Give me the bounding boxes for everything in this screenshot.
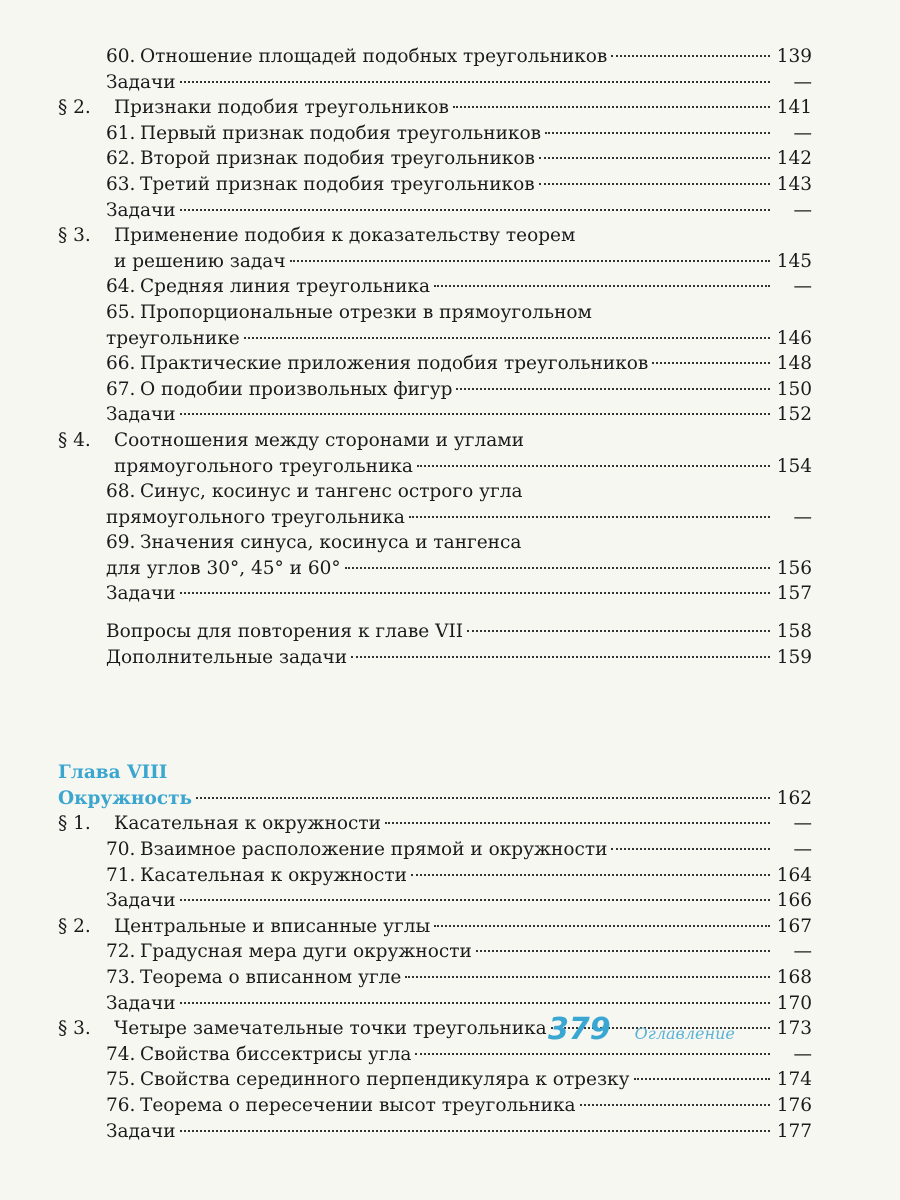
toc-entry-section xyxy=(58,95,812,121)
leader-dots xyxy=(434,285,770,287)
toc-entry-item xyxy=(58,530,812,556)
entry-title: Теорема о пересечении высот треугольника xyxy=(140,1094,576,1116)
page-number: 168 xyxy=(776,967,812,988)
toc-entry-item-cont xyxy=(58,505,812,531)
page-number: 159 xyxy=(776,646,812,668)
toc-entry-item xyxy=(58,377,812,403)
leader-dots xyxy=(180,413,770,415)
page-number: 143 xyxy=(776,173,812,195)
page-number: 150 xyxy=(776,378,812,400)
toc-entry-item-cont xyxy=(58,326,812,352)
entry-title-cont: для углов 30°, 45° и 60° xyxy=(106,557,341,579)
entry-title: Отношение площадей подобных треугольников xyxy=(140,46,608,67)
section-number: § 1. xyxy=(58,813,91,835)
toc-entry-item xyxy=(58,479,812,505)
toc-entry-section xyxy=(58,428,812,454)
entry-title: Средняя линия треугольника xyxy=(140,276,431,298)
spacer xyxy=(58,607,812,619)
entry-title: Задачи xyxy=(106,992,176,1014)
page-number: 154 xyxy=(776,455,812,477)
leader-dots xyxy=(611,848,770,850)
toc-entry-task xyxy=(58,619,812,645)
leader-dots xyxy=(180,899,770,901)
toc-entry-task xyxy=(58,888,812,914)
entry-title-cont: треугольнике xyxy=(106,327,240,349)
page-number: 158 xyxy=(776,621,812,643)
footer-page-number: 379 xyxy=(548,1012,611,1047)
toc-entry-item-cont xyxy=(58,556,812,582)
entry-number: 69. xyxy=(106,532,136,554)
leader-dots xyxy=(409,516,770,518)
page-number: 177 xyxy=(776,1120,812,1142)
entry-number: 74. xyxy=(106,1043,136,1065)
page-number: 148 xyxy=(776,353,812,375)
leader-dots xyxy=(244,337,770,339)
toc-entry-item xyxy=(58,1093,812,1119)
toc-review xyxy=(58,619,812,670)
toc-entry-section-cont xyxy=(58,454,812,480)
entry-number: 65. xyxy=(106,301,136,323)
page-number: 167 xyxy=(776,915,812,937)
entry-title: Задачи xyxy=(106,890,176,912)
toc-entry-section xyxy=(58,811,812,837)
toc-entry-item xyxy=(58,121,812,147)
leader-dots xyxy=(180,81,770,83)
leader-dots xyxy=(545,132,770,134)
entry-number: 60. xyxy=(106,46,136,67)
page-number: 157 xyxy=(776,583,812,605)
footer-label: Оглавление xyxy=(634,1024,735,1043)
entry-title: Градусная мера дуги окружности xyxy=(140,941,472,963)
entry-number: 72. xyxy=(106,941,136,963)
section-title-cont: прямоугольного треугольника xyxy=(114,455,413,477)
leader-dots xyxy=(634,1078,770,1080)
toc-entry-task xyxy=(58,70,812,96)
page-number: 176 xyxy=(776,1094,812,1116)
entry-title: Задачи xyxy=(106,404,176,426)
leader-dots xyxy=(539,183,770,185)
leader-dots xyxy=(180,209,770,211)
entry-number: 66. xyxy=(106,353,136,375)
toc-entry-task xyxy=(58,1119,812,1145)
entry-title: Пропорциональные отрезки в прямоугольном xyxy=(140,301,592,323)
entry-number: 76. xyxy=(106,1094,136,1116)
toc-entry-item xyxy=(58,274,812,300)
section-title: Применение подобия к доказательству теорем xyxy=(114,225,576,247)
chapter-label: Глава VIII xyxy=(58,762,168,784)
entry-title: Задачи xyxy=(106,583,176,605)
entry-number: 70. xyxy=(106,839,136,861)
leader-dots xyxy=(580,1104,770,1106)
entry-title: Синус, косинус и тангенс острого угла xyxy=(140,481,523,503)
entry-number: 62. xyxy=(106,148,136,170)
page-number: 173 xyxy=(776,1018,812,1040)
page-number: 156 xyxy=(776,557,812,579)
page-number: — xyxy=(793,506,812,528)
entry-number: 67. xyxy=(106,378,136,400)
entry-number: 71. xyxy=(106,864,136,886)
page-number: — xyxy=(793,71,812,93)
leader-dots xyxy=(467,630,770,632)
entry-title: Значения синуса, косинуса и тангенса xyxy=(140,532,522,554)
section-number: § 2. xyxy=(58,915,91,937)
section-number: § 2. xyxy=(58,97,91,119)
toc-entry-section xyxy=(58,914,812,940)
page-footer xyxy=(548,1012,735,1047)
toc-entry-item xyxy=(58,837,812,863)
page-number: — xyxy=(793,941,812,963)
entry-number: 75. xyxy=(106,1069,136,1091)
leader-dots xyxy=(345,567,770,569)
entry-title: Практические приложения подобия треугольников xyxy=(140,353,649,375)
section-number: § 4. xyxy=(58,429,91,451)
toc-entry-item xyxy=(58,1067,812,1093)
toc-entry-task xyxy=(58,198,812,224)
leader-dots xyxy=(385,822,770,824)
entry-title: Взаимное расположение прямой и окружности xyxy=(140,839,608,861)
toc-entry-item xyxy=(58,300,812,326)
page-number: 174 xyxy=(776,1069,812,1091)
entry-title: Третий признак подобия треугольников xyxy=(140,173,535,195)
leader-dots xyxy=(453,106,770,108)
leader-dots xyxy=(417,465,770,467)
section-number: § 3. xyxy=(58,1018,91,1040)
section-title: Соотношения между сторонами и углами xyxy=(114,429,524,451)
entry-title: О подобии произвольных фигур xyxy=(140,378,453,400)
spacer xyxy=(58,670,812,760)
page-number: — xyxy=(793,199,812,221)
section-title: Признаки подобия треугольников xyxy=(114,97,449,119)
entry-title: Задачи xyxy=(106,199,176,221)
chapter-title: Окружность xyxy=(58,787,193,809)
leader-dots xyxy=(351,656,770,658)
leader-dots xyxy=(180,1130,770,1132)
page-number: 141 xyxy=(776,97,812,119)
entry-title-cont: прямоугольного треугольника xyxy=(106,506,405,528)
leader-dots xyxy=(180,1002,770,1004)
page-number: 145 xyxy=(776,250,812,272)
section-title-cont: и решению задач xyxy=(114,250,286,272)
toc-entry-section xyxy=(58,223,812,249)
chapter-title-row xyxy=(58,786,812,812)
entry-number: 61. xyxy=(106,122,136,144)
toc-entry-item xyxy=(58,939,812,965)
page-number: — xyxy=(793,122,812,144)
toc-part-1 xyxy=(58,44,812,607)
page-number: 142 xyxy=(776,148,812,170)
page-number: 139 xyxy=(776,46,812,67)
page-number: — xyxy=(793,276,812,298)
toc-entry-item xyxy=(58,44,812,70)
section-title: Четыре замечательные точки треугольника xyxy=(114,1018,547,1040)
page-number: 166 xyxy=(776,890,812,912)
toc-entry-item xyxy=(58,146,812,172)
leader-dots xyxy=(539,157,770,159)
toc-entry-task xyxy=(58,645,812,671)
section-title: Касательная к окружности xyxy=(114,813,381,835)
page-number: 164 xyxy=(776,864,812,886)
section-title: Центральные и вписанные углы xyxy=(114,915,431,937)
page-number: — xyxy=(793,839,812,861)
chapter-label-row xyxy=(58,760,812,786)
entry-title: Свойства биссектрисы угла xyxy=(140,1043,412,1065)
leader-dots xyxy=(611,55,770,57)
leader-dots xyxy=(415,1053,770,1055)
toc-entry-section-cont xyxy=(58,249,812,275)
page-number: — xyxy=(793,813,812,835)
page-number: — xyxy=(793,1043,812,1065)
leader-dots xyxy=(476,950,770,952)
entry-title: Задачи xyxy=(106,71,176,93)
page-number: 152 xyxy=(776,404,812,426)
leader-dots xyxy=(196,797,770,799)
entry-title: Дополнительные задачи xyxy=(106,646,348,668)
toc-entry-item xyxy=(58,863,812,889)
entry-title: Задачи xyxy=(106,1120,176,1142)
entry-title: Свойства серединного перпендикуляра к отрезку xyxy=(140,1069,630,1091)
entry-number: 73. xyxy=(106,967,136,988)
page-number: 146 xyxy=(776,327,812,349)
leader-dots xyxy=(652,362,770,364)
entry-number: 64. xyxy=(106,276,136,298)
entry-title: Первый признак подобия треугольников xyxy=(140,122,542,144)
entry-title: Касательная к окружности xyxy=(140,864,407,886)
leader-dots xyxy=(411,874,770,876)
toc-entry-item xyxy=(58,351,812,377)
toc-entry-item xyxy=(58,965,812,991)
table-of-contents xyxy=(58,44,812,1144)
entry-number: 68. xyxy=(106,481,136,503)
toc-entry-item xyxy=(58,172,812,198)
entry-number: 63. xyxy=(106,173,136,195)
entry-title: Теорема о вписанном угле xyxy=(140,967,402,988)
toc-entry-task xyxy=(58,581,812,607)
toc-entry-task xyxy=(58,402,812,428)
entry-title: Второй признак подобия треугольников xyxy=(140,148,535,170)
section-number: § 3. xyxy=(58,225,91,247)
toc-part-2 xyxy=(58,811,812,1144)
leader-dots xyxy=(405,976,770,978)
entry-title: Вопросы для повторения к главе VII xyxy=(106,621,464,643)
page-number: 170 xyxy=(776,992,812,1014)
leader-dots xyxy=(456,388,770,390)
leader-dots xyxy=(180,592,770,594)
page-number: 162 xyxy=(776,787,812,809)
leader-dots xyxy=(434,925,770,927)
leader-dots xyxy=(290,260,770,262)
